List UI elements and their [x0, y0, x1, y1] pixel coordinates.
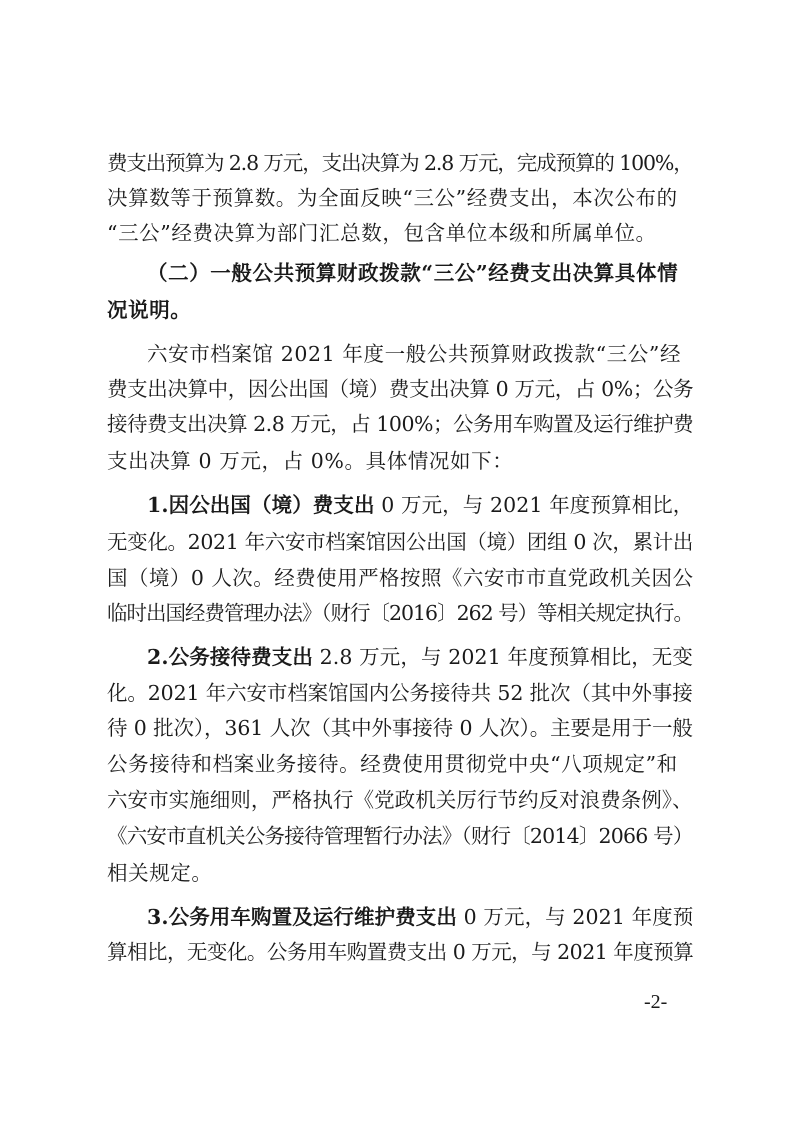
text-line	[107, 218, 693, 248]
text-line	[107, 563, 693, 593]
text-line	[107, 937, 693, 967]
text-segment: 公务接待和档案业务接待。经费使用贯彻党中央“八项规定”和	[107, 752, 678, 776]
text-segment: 无变化。2021 年六安市档案馆因公出国（境）团组 0 次，累计出	[107, 530, 694, 554]
text-line	[107, 821, 693, 851]
text-segment: 支出决算 0 万元，占 0%。具体情况如下：	[107, 449, 514, 473]
text-line	[107, 183, 693, 213]
text-line	[107, 446, 693, 476]
bold-text-segment: 2.公务接待费支出	[147, 645, 313, 669]
text-segment: 六安市档案馆 2021 年度一般公共预算财政拨款“三公”经	[147, 342, 682, 366]
text-line	[147, 339, 693, 369]
bold-text-segment: 况说明。	[107, 298, 192, 322]
text-segment: 接待费支出决算 2.8 万元，占 100%；公务用车购置及运行维护费	[107, 412, 694, 436]
text-segment: 《六安市直机关公务接待管理暂行办法》（财行〔2014〕2066 号）	[107, 824, 693, 848]
text-segment: 0 万元，与 2021 年度预算相比，	[374, 493, 694, 517]
text-segment: 费支出决算中，因公出国（境）费支出决算 0 万元，占 0%；公务	[107, 377, 694, 401]
text-segment: 化。2021 年六安市档案馆国内公务接待共 52 批次（其中外事接	[107, 681, 693, 705]
text-line	[147, 490, 693, 520]
text-segment: 待 0 批次），361 人次（其中外事接待 0 人次）。主要是用于一般	[107, 716, 693, 740]
text-line	[147, 902, 693, 932]
text-segment: 算相比，无变化。公务用车购置费支出 0 万元，与 2021 年度预算	[107, 940, 694, 964]
bold-text-segment: 1.因公出国（境）费支出	[147, 493, 375, 517]
bold-text-segment: 3.公务用车购置及运行维护费支出	[147, 905, 457, 929]
text-line	[107, 785, 693, 815]
text-line	[147, 642, 693, 672]
text-line	[107, 374, 693, 404]
text-line	[107, 409, 693, 439]
text-segment: 国（境）0 人次。经费使用严格按照《六安市市直党政机关因公	[107, 566, 694, 590]
text-line	[107, 295, 693, 325]
text-line	[107, 148, 693, 178]
bold-text-segment: （二）一般公共预算财政拨款“三公”经费支出决算具体情	[147, 261, 679, 285]
text-line	[107, 858, 693, 888]
text-segment: 费支出预算为 2.8 万元，支出决算为 2.8 万元，完成预算的 100%，	[107, 151, 693, 175]
page-number: -2-	[644, 991, 668, 1013]
text-segment: 相关规定。	[107, 861, 213, 885]
text-segment: 临时出国经费管理办法》（财行〔2016〕262 号）等相关规定执行。	[107, 601, 693, 625]
text-segment: 0 万元，与 2021 年度预	[457, 905, 694, 929]
text-line	[107, 713, 693, 743]
text-segment: 2.8 万元，与 2021 年度预算相比，无变	[312, 645, 694, 669]
text-segment: 六安市实施细则，严格执行《党政机关厉行节约反对浪费条例》、	[107, 788, 693, 812]
text-line	[107, 527, 693, 557]
text-segment: “三公”经费决算为部门汇总数，包含单位本级和所属单位。	[107, 221, 657, 245]
text-line	[107, 749, 693, 779]
text-segment: 决算数等于预算数。为全面反映“三公”经费支出，本次公布的	[107, 186, 678, 210]
text-line	[107, 598, 693, 628]
text-line	[147, 258, 693, 288]
text-line	[107, 678, 693, 708]
